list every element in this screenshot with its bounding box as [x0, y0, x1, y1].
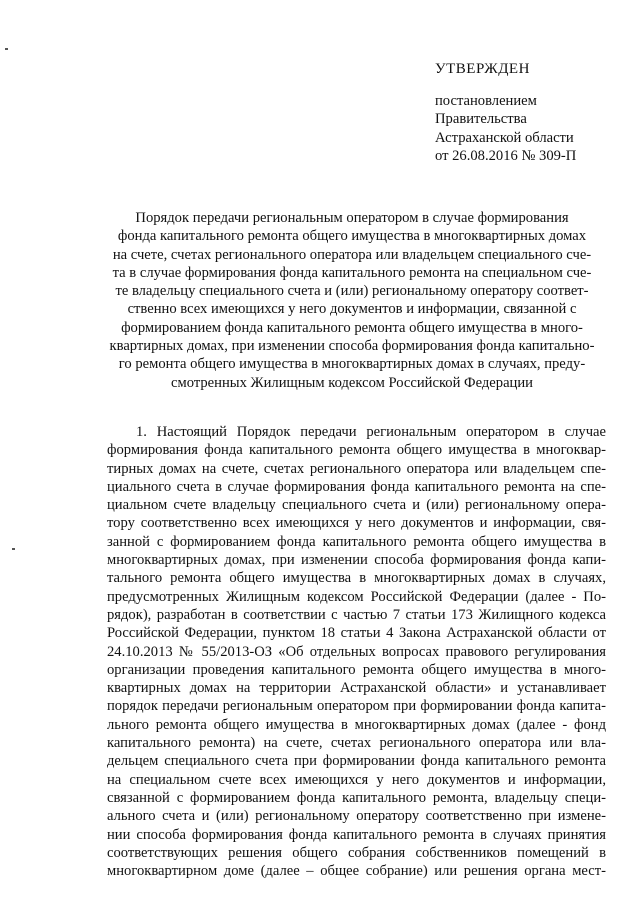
- body-line: тирных домах на счете, счетах регионального оператора или владельцем спе-: [107, 460, 606, 477]
- body-line: тального ремонта общего имущества в многоквартирных домах в случаях,: [107, 570, 606, 587]
- body-line: формирования фонда капитального ремонта общего имущества в многоквар-: [107, 442, 606, 459]
- body-line: многоквартирном доме (далее – общее собрание) или решения органа мест-: [107, 863, 606, 880]
- body-line: 1. Настоящий Порядок передачи региональным оператором в случае: [136, 424, 606, 440]
- document-body: [107, 423, 606, 880]
- body-line: льного ремонта общего имущества в многоквартирных домах (далее - фонд: [107, 716, 606, 733]
- body-line: связанной с формированием фонда капитального ремонта, владельцу специ-: [107, 789, 606, 806]
- body-line: квартирных домах на территории Астраханской области» и устанавливает: [107, 680, 606, 697]
- body-line: нии способа формирования фонда капитального ремонта в случаях принятия: [107, 826, 606, 843]
- body-line: предусмотренных Жилищным кодексом Российской Федерации (далее - По-: [107, 588, 606, 605]
- title-line: формированием фонда капитального ремонта общего имущества в много-: [121, 319, 583, 336]
- body-line: циального счета в случае формирования фонда капитального ремонта на спе-: [107, 478, 606, 495]
- body-line: капитального ремонта) на счете, счетах регионального оператора или вла-: [107, 735, 606, 752]
- title-line: квартирных домах, при изменении способа формирования фонда капитально-: [109, 338, 595, 355]
- approval-stamp: [435, 60, 635, 166]
- title-line: Порядок передачи региональным оператором в случае формирования: [135, 210, 569, 226]
- approval-line: Правительства: [435, 111, 527, 127]
- title-line: на счете, счетах регионального оператора или владельцем специального сче-: [112, 246, 592, 263]
- body-line: организации проведения капитального ремонта общего имущества в много-: [107, 661, 606, 678]
- body-line: дельцем специального счета при формировании фонда капитального ремонта: [107, 753, 606, 770]
- body-line: занной с формированием фонда капитального ремонта общего имущества в: [107, 533, 606, 550]
- body-line: соответствующих решения общего собрания собственников помещений в: [107, 844, 606, 861]
- title-line: го ремонта общего имущества в многоквартирных домах в случаях, преду-: [118, 356, 586, 373]
- body-line: циальном счете владельцу специального счета и (или) региональному опера-: [107, 497, 606, 514]
- body-line: многоквартирных домах, при изменении способа формирования фонда капи-: [107, 552, 606, 569]
- body-line: 24.10.2013 № 55/2013-ОЗ «Об отдельных вопросах правового регулирования: [107, 643, 606, 660]
- scan-speck: [12, 548, 15, 550]
- title-line: смотренных Жилищным кодексом Российской Федерации: [171, 374, 533, 391]
- body-line: на специальном счете всех имеющихся у него документов и информации,: [107, 771, 606, 788]
- approval-heading: УТВЕРЖДЕН: [435, 61, 530, 77]
- title-line: фонда капитального ремонта общего имущества в многоквартирных домах: [117, 228, 587, 245]
- approval-line: Астраханской области: [435, 129, 574, 146]
- title-line: та в случае формирования фонда капитального ремонта на специальном сче-: [112, 264, 592, 281]
- body-line: тору соответственно всех имеющихся у него документов и информации, свя-: [107, 515, 606, 532]
- title-line: те владельцу специального счета и (или) региональному оператору соответ-: [115, 283, 589, 300]
- document-title: [100, 209, 604, 392]
- title-line: ственно всех имеющихся у него документов и информации, связанной с: [127, 301, 577, 318]
- approval-line: постановлением: [435, 92, 537, 109]
- scan-speck: [5, 48, 8, 50]
- body-line: ального счета и (или) региональному оператору соответственно при измене-: [107, 808, 606, 825]
- body-line: порядок передачи региональным оператором при формировании фонда капита-: [107, 698, 606, 715]
- approval-date-line: от 26.08.2016 № 309-П: [435, 148, 577, 164]
- body-line: рядок), разработан в соответствии с частью 7 статьи 173 Жилищного кодекса: [107, 606, 606, 623]
- body-line: Российской Федерации, пунктом 18 статьи 4 Закона Астраханской области от: [107, 625, 606, 642]
